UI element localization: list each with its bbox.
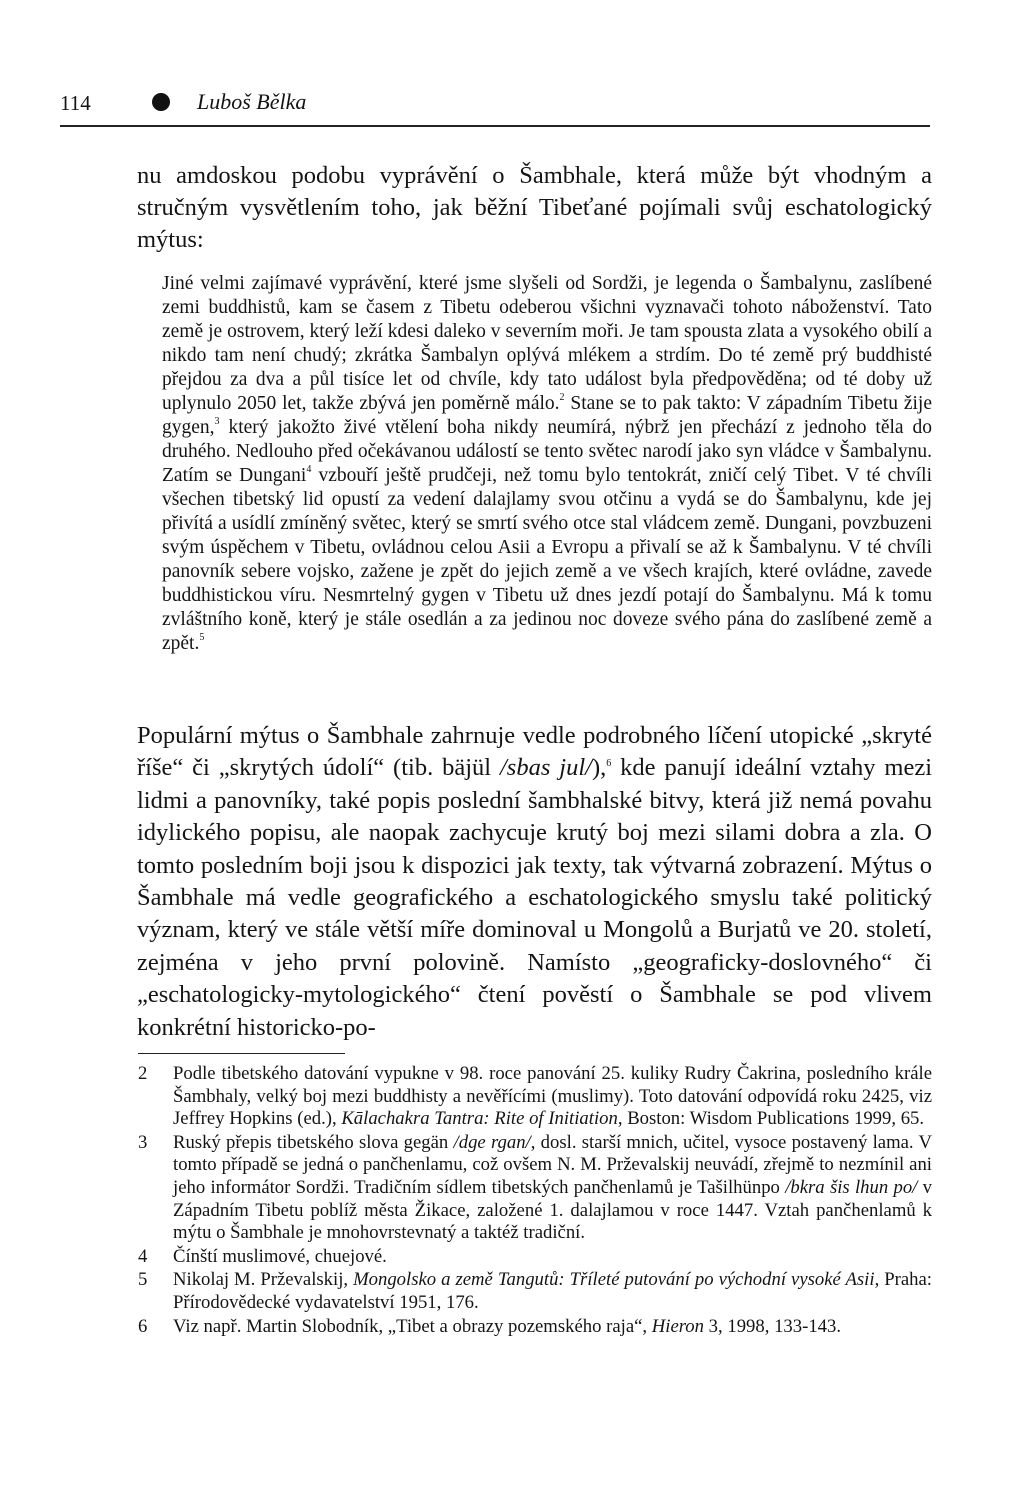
- footnote-ref-5[interactable]: 5: [199, 632, 205, 643]
- running-header: [60, 85, 930, 125]
- footnote-6: [138, 1316, 932, 1339]
- footnote-4: [138, 1246, 932, 1269]
- main-text-1: Populární mýtus o Šambhale zahrnuje vedle podrobného líčení utopické „skryté říše“ či „skrytých údolí“ (tib. bäjül: [137, 722, 932, 782]
- footnote-text: Viz např. Martin Slobodník, „Tibet a obrazy pozemského raja“,: [173, 1315, 652, 1337]
- running-head-author: Luboš Bělka: [197, 89, 307, 114]
- footnote-rule: [138, 1053, 345, 1054]
- footnote-term: /bkra šis lhun po/: [785, 1176, 918, 1198]
- quote-text-3: který jakožto živé vtělení boha nikdy neumírá, nýbrž jen přechází z jednoho těla do druhého. Nedlouho před očekávanou událostí se tento světec narodí jako syn vládce v Šambalynu. Zatím se Dungani: [162, 417, 932, 486]
- footnote-number: 2: [138, 1063, 148, 1084]
- page-number: 114: [60, 91, 91, 115]
- footnote-5: [138, 1269, 932, 1314]
- block-quote: [162, 272, 932, 656]
- footnote-text: Podle tibetského datování vypukne v 98. roce panování 25. kuliky Rudry Čakrina, posledního krále Šambhaly, velký boj mezi buddhisty a nevěřícími (muslimy). Toto datování odpovídá roku 2425, viz Jeffrey Hopkins (ed.),: [173, 1063, 932, 1130]
- footnote-text: , Boston: Wisdom Publications 1999, 65.: [617, 1108, 925, 1130]
- footnote-ref-3[interactable]: 3: [214, 416, 220, 427]
- footnote-number: 6: [138, 1315, 148, 1337]
- footnote-ref-4[interactable]: 4: [306, 464, 312, 475]
- footnotes: [138, 1063, 932, 1339]
- tibetan-term: /sbas jul/: [500, 754, 592, 782]
- bullet-icon: [152, 93, 170, 111]
- footnote-number: 4: [138, 1245, 148, 1267]
- quote-text-2: Stane se to pak takto: V západním Tibetu žije gygen,: [162, 393, 932, 438]
- footnote-2: [138, 1063, 932, 1131]
- footnote-text: Ruský přepis tibetského slova gegän: [173, 1131, 454, 1153]
- footnote-text: , Praha: Přírodovědecké vydavatelství 1951, 176.: [173, 1269, 932, 1313]
- intro-text: nu amdoskou podobu vyprávění o Šambhale, která může být vhodným a stručným vysvětlením toho, jak běžní Tibeťané pojímali svůj eschatologický mýtus:: [137, 162, 932, 253]
- footnote-number: 5: [138, 1269, 148, 1291]
- main-paragraph: [137, 720, 932, 1044]
- footnote-number: 3: [138, 1131, 148, 1153]
- footnote-title: Kālachakra Tantra: Rite of Initiation: [341, 1108, 618, 1130]
- intro-paragraph: [137, 160, 932, 256]
- footnote-text: 3, 1998, 133-143.: [704, 1315, 842, 1337]
- footnote-term: /dge rgan/: [453, 1131, 531, 1153]
- quote-text-4: vzbouří ještě prudčeji, než tomu bylo tentokrát, zničí celý Tibet. V té chvíli všechen tibetský lid opustí za vedení dalajlamy svou otčinu a vydá se do Šambalynu, kde jej přivítá a usídlí zmíněný světec, který se smrtí svého otce stal vládcem země. Dungani, povzbuzeni svým úspěchem v Tibetu, ovládnou celou Asii a Evropu a přivalí se až k Šambalynu. V té chvíli panovník sebere vojsko, zažene je zpět do jejich země a ve všech krajích, které ovládne, zavede buddhistickou víru. Nesmrtelný gygen v Tibetu už dnes jezdí potají do Šambalynu. Má k tomu zvláštního koně, který je stále osedlán a za jedinou noc doveze svého pána do zaslíbené země a zpět.: [162, 465, 933, 654]
- header-rule: [60, 125, 930, 127]
- footnote-title: Mongolsko a země Tangutů: Tříleté putování po východní vysoké Asii: [353, 1269, 875, 1291]
- footnote-text: Nikolaj M. Prževalskij,: [173, 1269, 354, 1291]
- footnote-text: , dosl. starší mnich, učitel, vysoce postavený lama. V tomto případě se jedná o pančhenlamu, což ovšem N. M. Prževalskij neuvádí, zřejmě to nezmínil ani jeho informátor Sordži. Tradičním sídlem tibetských pančhenlamů je Tašilhünpo: [173, 1131, 932, 1198]
- footnote-text: Čínští muslimové, chuejové.: [173, 1245, 387, 1267]
- quote-text-1: Jiné velmi zajímavé vyprávění, které jsme slyšeli od Sordži, je legenda o Šambalynu, zaslíbené zemi buddhistů, kam se časem z Tibetu odeberou všichni vyznavači tohoto náboženství. Tato země je ostrovem, který leží kdesi daleko v severním moři. Je tam spousta zlata a vysokého obilí a nikdo tam není chudý; zkrátka Šambalyn oplývá mlékem a strdím. Do té země prý buddhisté přejdou za dva a půl tisíce let od chvíle, kdy tato událost byla předpověděna; od té doby už uplynulo 2050 let, takže zbývá jen poměrně málo.: [162, 273, 932, 414]
- footnote-ref-2[interactable]: 2: [559, 392, 565, 403]
- footnote-text: v Západním Tibetu poblíž města Žikace, založené 1. dalajlamou v roce 1447. Vztah pančhenlamů k mýtu o Šambhale je mnohovrstevnatý a taktéž tradiční.: [173, 1176, 932, 1244]
- main-text-2: ),: [591, 754, 607, 782]
- footnote-title: Hieron: [651, 1315, 704, 1337]
- footnote-3: [138, 1132, 932, 1245]
- main-text-3: kde panují ideální vztahy mezi lidmi a panovníky, také popis poslední šambhalské bitvy, která již nemá povahu idylického popisu, ale naopak zachycuje krutý boj mezi silami dobra a zla. O tomto posledním boji jsou k dispozici jak texty, tak výtvarná zobrazení. Mýtus o Šambhale má vedle geografického a eschatologického smyslu také politický význam, který ve stále větší míře dominoval u Mongolů a Burjatů ve 20. století, zejména v jeho první polovině. Namísto „geograficky-doslovného“ či „eschatologicky-mytologického“ čtení pověstí o Šambhale se pod vlivem konkrétní historicko-po-: [137, 754, 933, 1041]
- footnote-ref-6[interactable]: 6: [606, 758, 612, 770]
